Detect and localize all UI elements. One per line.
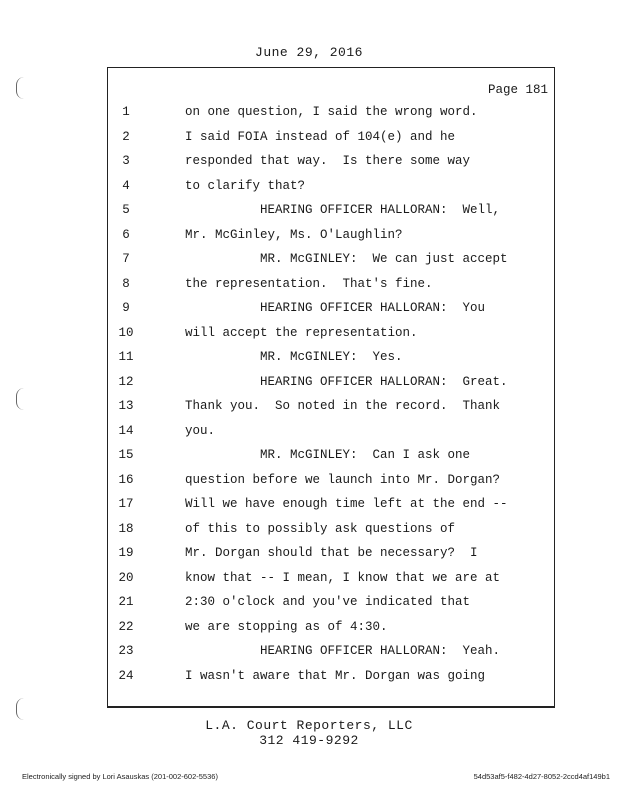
scan-margin-mark [16,698,25,720]
line-number: 2 [122,129,130,144]
transcript-line [108,595,554,615]
line-number: 8 [122,276,130,291]
line-number: 9 [122,301,130,315]
line-text: 2:30 o'clock and you've indicated that [185,595,471,609]
transcript-line [108,203,554,223]
line-text: will accept the representation. [185,325,418,340]
line-text: responded that way. Is there some way [185,154,471,168]
transcript-line [108,154,554,174]
line-text: HEARING OFFICER HALLORAN: Yeah. [185,644,501,658]
scan-margin-mark [16,77,25,99]
transcript-line [108,669,554,689]
transcript-line [108,424,554,444]
page-number: Page 181 [487,83,548,97]
line-number: 10 [118,325,134,340]
transcript-line [108,448,554,468]
transcript-line [108,620,554,640]
line-text: HEARING OFFICER HALLORAN: Well, [185,203,501,217]
line-text: MR. McGINLEY: Yes. [185,350,403,364]
line-text: HEARING OFFICER HALLORAN: You [185,301,486,315]
line-number: 5 [122,203,130,217]
transcript-line [108,375,554,395]
line-text: you. [185,423,216,438]
line-number: 12 [118,374,134,389]
line-number: 11 [118,350,134,364]
document-hash: 54d53af5-f482-4d27-8052-2ccd4af149b1 [473,772,610,781]
line-text: MR. McGINLEY: Can I ask one [185,448,471,462]
transcript-line [108,546,554,566]
transcript-line [108,105,554,125]
transcript-line [108,522,554,542]
line-text: Will we have enough time left at the end -- [185,497,508,511]
line-number: 18 [118,521,134,536]
transcript-line [108,473,554,493]
line-number: 19 [118,546,134,560]
line-number: 24 [118,668,134,683]
line-number: 15 [118,448,134,462]
line-text: I said FOIA instead of 104(e) and he [185,129,456,144]
line-text: we are stopping as of 4:30. [185,619,388,634]
transcript-line [108,301,554,321]
line-number: 20 [118,570,134,585]
transcript-line [108,326,554,346]
court-reporter-name: L.A. Court Reporters, LLC [205,718,413,733]
line-number: 13 [118,399,134,413]
line-number: 3 [122,154,130,168]
transcript-line [108,252,554,272]
transcript-line [108,644,554,664]
line-text: know that -- I mean, I know that we are at [185,570,501,585]
transcript-date: June 29, 2016 [255,45,363,60]
line-text: to clarify that? [185,178,306,193]
line-text: I wasn't aware that Mr. Dorgan was going [185,668,486,683]
line-number: 7 [122,252,130,266]
line-text: of this to possibly ask questions of [185,521,456,536]
scan-margin-mark [16,388,25,410]
electronic-signature-note: Electronically signed by Lori Asauskas (201-002-602-5536) [22,772,218,781]
line-number: 23 [118,644,134,658]
line-text: Mr. McGinley, Ms. O'Laughlin? [185,227,403,242]
transcript-line [108,399,554,419]
transcript-line [108,497,554,517]
line-text: Thank you. So noted in the record. Thank [185,399,501,413]
line-text: the representation. That's fine. [185,276,433,291]
line-number: 6 [122,227,130,242]
line-number: 1 [122,105,130,119]
line-text: question before we launch into Mr. Dorgan? [185,472,501,487]
transcript-line [108,179,554,199]
line-text: Mr. Dorgan should that be necessary? I [185,546,478,560]
line-text: on one question, I said the wrong word. [185,105,478,119]
line-number: 21 [118,595,134,609]
transcript-line [108,277,554,297]
line-text: MR. McGINLEY: We can just accept [185,252,508,266]
line-number: 16 [118,472,134,487]
transcript-line [108,350,554,370]
line-number: 22 [118,619,134,634]
transcript-line [108,130,554,150]
transcript-page-frame [107,67,555,708]
court-reporter-phone: 312 419-9292 [259,733,359,748]
line-number: 17 [118,497,134,511]
transcript-line [108,571,554,591]
transcript-line [108,228,554,248]
line-number: 14 [118,423,134,438]
line-number: 4 [122,178,130,193]
line-text: HEARING OFFICER HALLORAN: Great. [185,374,508,389]
